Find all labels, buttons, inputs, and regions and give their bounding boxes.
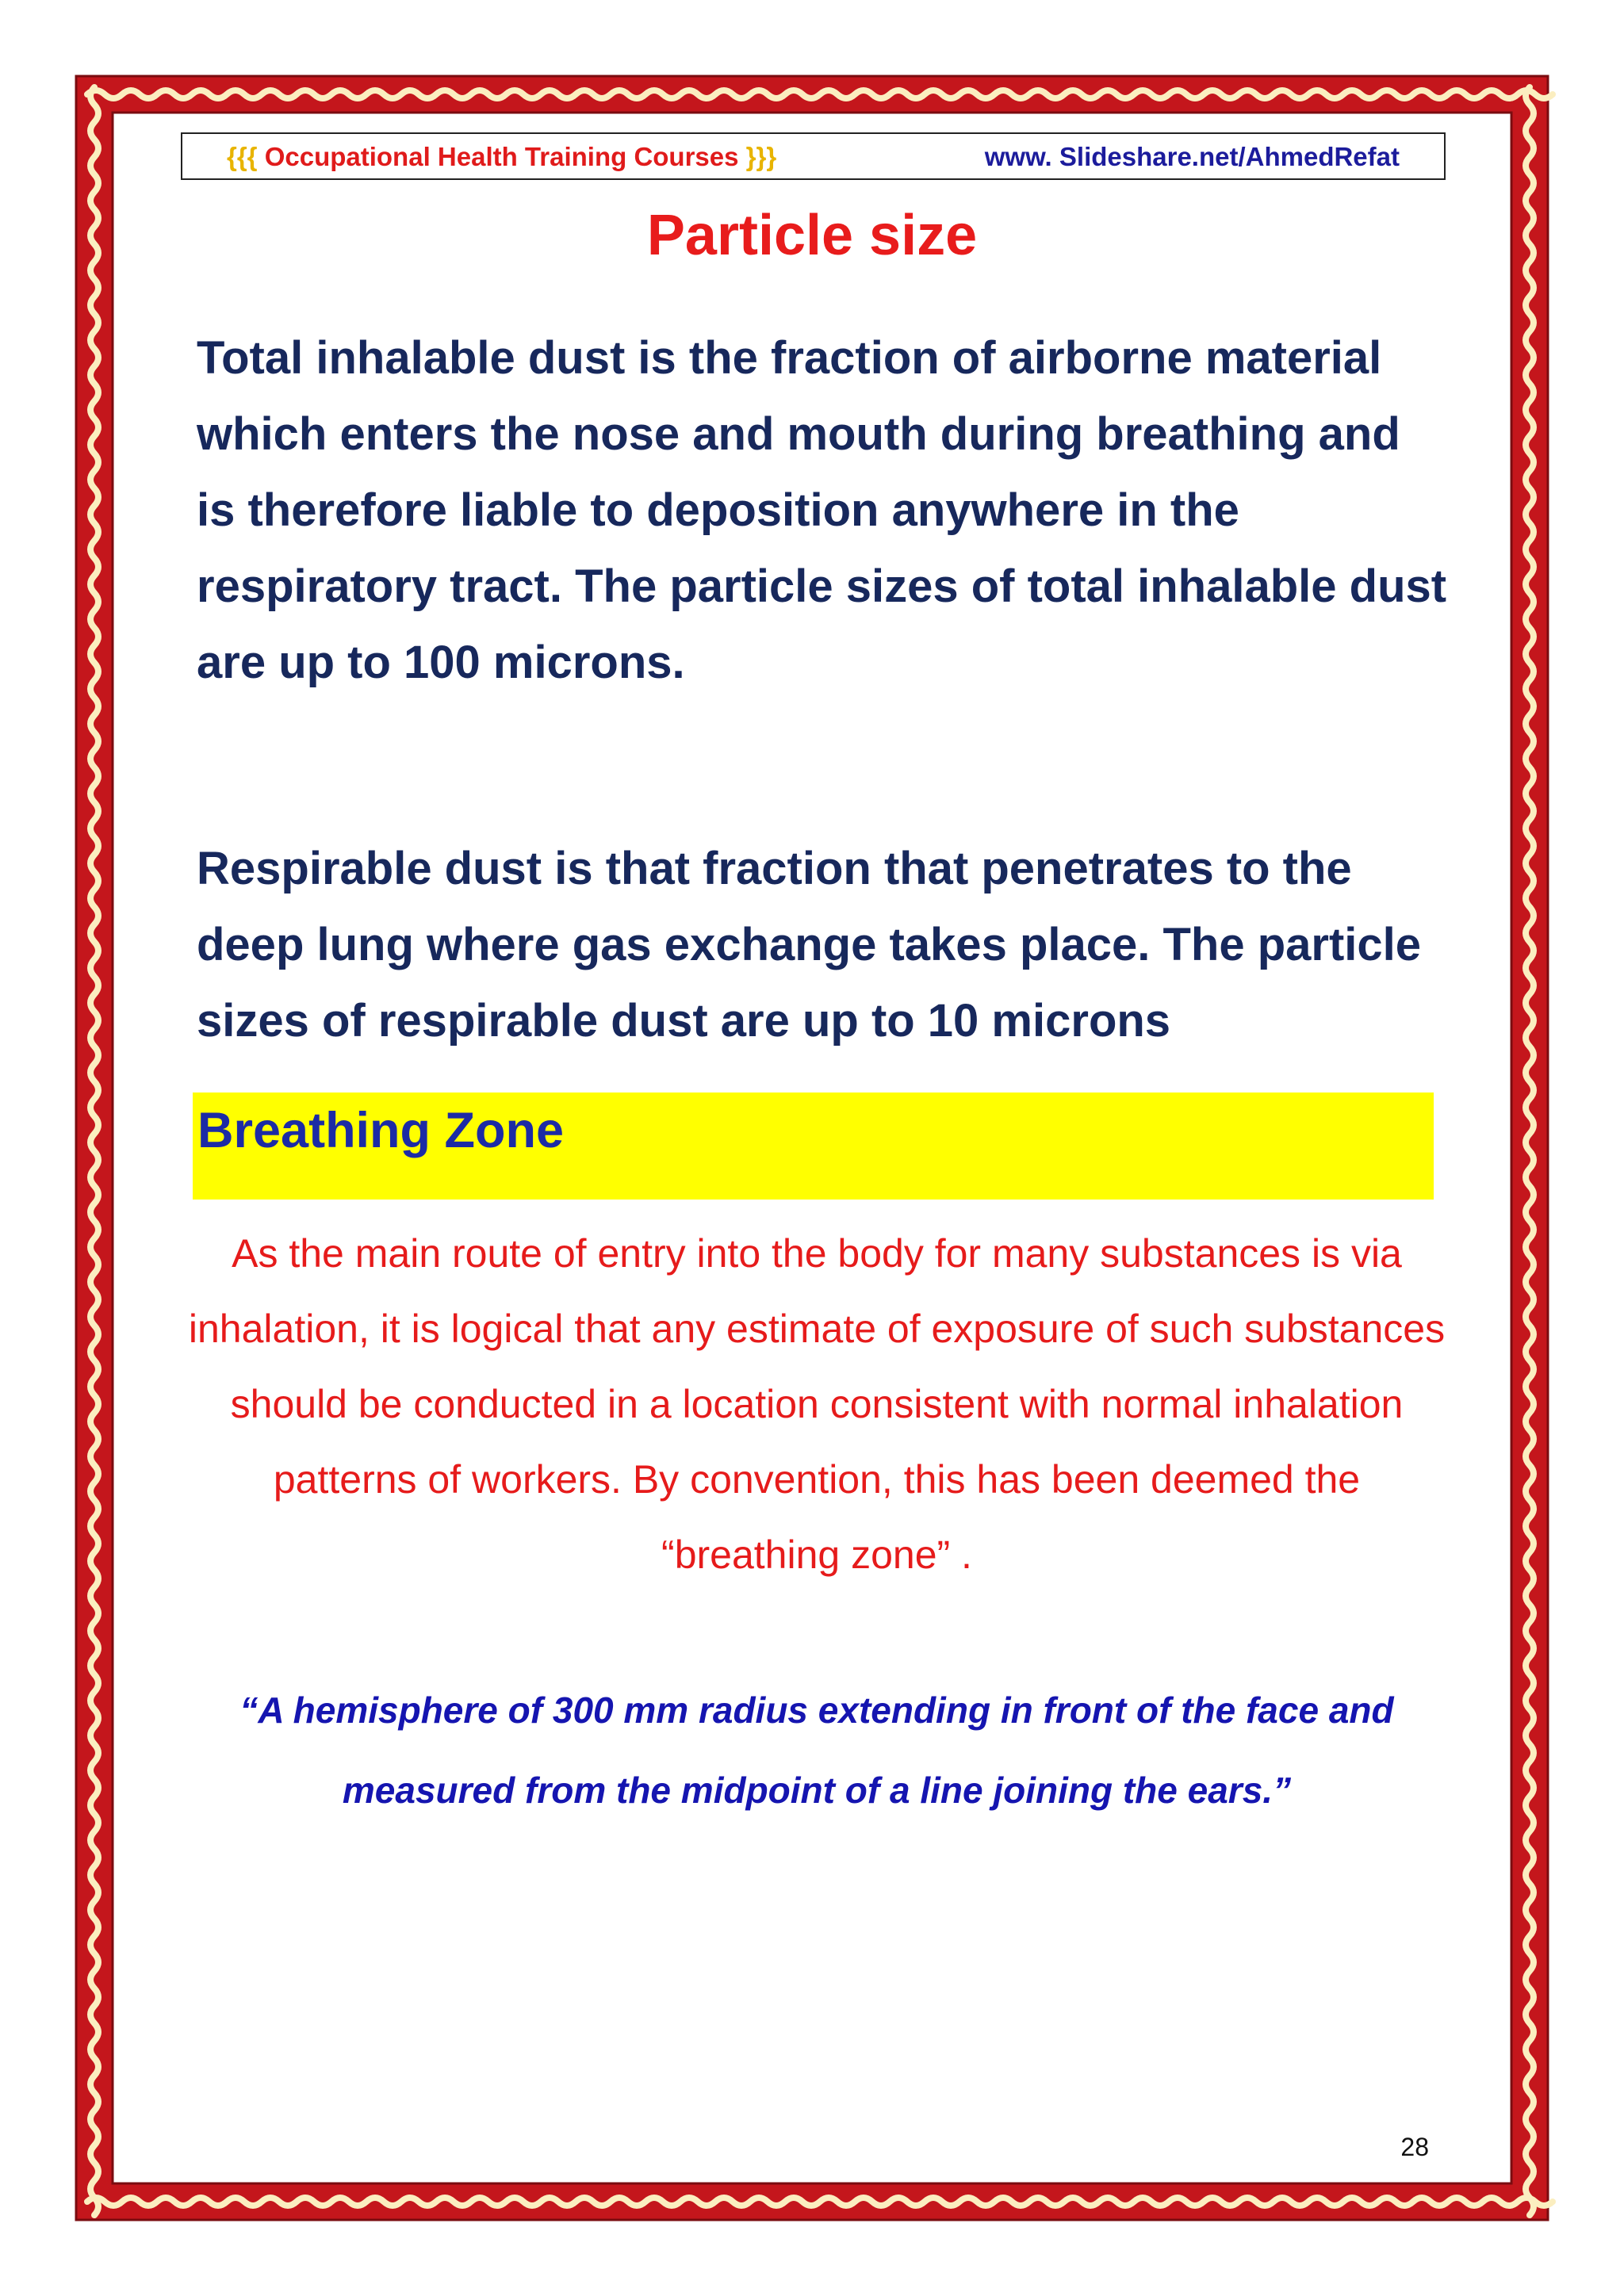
breathing-zone-body: As the main route of entry into the body for many substances is via inhalation, it is logical that any estimate of exposure of such substances should be conducted in a location consistent with normal inhalation patterns of workers. By convention, this has been deemed the “breathing zone” .: [188, 1231, 1446, 1577]
header-banner: [181, 132, 1446, 180]
page-number: 28: [1400, 2133, 1429, 2161]
header-course-title: [227, 142, 776, 172]
header-open-braces: {{{: [227, 142, 258, 171]
header-close-braces: }}}: [745, 142, 777, 171]
section-highlight-bar: [193, 1093, 1434, 1200]
page-title: Particle size: [646, 204, 978, 267]
section-heading: Breathing Zone: [197, 1103, 565, 1158]
breathing-zone-definition-quote: “A hemisphere of 300 mm radius extending in front of the face and measured from the midpoint of a line joining the ears.”: [239, 1689, 1394, 1811]
paragraph-inhalable-dust: Total inhalable dust is the fraction of airborne material which enters the nose and mouth during breathing and is therefore liable to deposition anywhere in the respiratory tract. The particle sizes of total inhalable dust are up to 100 microns.: [197, 332, 1447, 688]
header-website: www. Slideshare.net/AhmedRefat: [984, 142, 1400, 171]
paragraph-respirable-dust: Respirable dust is that fraction that penetrates to the deep lung where gas exchange takes place. The particle sizes of respirable dust are up to 10 microns: [197, 843, 1422, 1047]
header-course-text: Occupational Health Training Courses: [257, 142, 746, 171]
